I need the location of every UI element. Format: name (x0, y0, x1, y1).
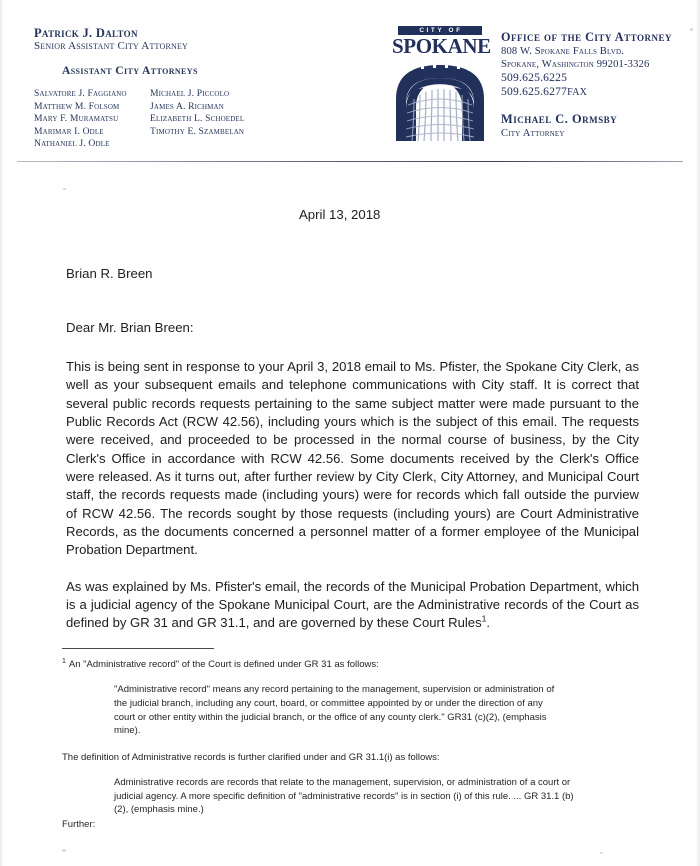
letter-paragraph-2-end: . (486, 615, 491, 631)
office-fax (501, 85, 691, 100)
office-fax-number: 509.625.6277 (501, 85, 568, 98)
letter-paragraph-1: This is being sent in response to your April 3, 2018 email to Ms. Pfister, the Spokane City Clerk, as well as your subsequent emails and telephone communications with City staff. It is correct that several public records requests pertaining to the same subject matter were made pursuant to the Public Records Act (RCW 42.56), including yours which is the subject of this email. The requests were received, and proceeded to be processed in the normal course of business, by the City Clerk's Office in accordance with RCW 42.56. Some documents received by the Clerk's Office were released. As it turns out, after further review by City Clerk, City Attorney, and Municipal Court staff, the records requests made (including yours) were for records which fall outside the purview of RCW 42.56. The records sought by those requests (including yours) are Court Administrative Records, as the documents concerned a personnel matter of a former employee of the Municipal Probation Department. (66, 359, 639, 558)
footnote-lead-text: An "Administrative record" of the Court is defined under GR 31 as follows: (68, 659, 379, 670)
attorney-name: Nathaniel J. Odle (34, 138, 110, 150)
footnote-divider (62, 648, 214, 649)
attorney-name: Timothy E. Szambelan (150, 125, 245, 137)
footnote-middle-line: The definition of Administrative records is further clarified under and GR 31.1(i) as follows: (62, 751, 440, 763)
assistant-attorneys-column-1 (34, 88, 150, 151)
office-address-line-2: Spokane, Washington 99201-3326 (501, 59, 650, 71)
footnote-reference-marker: 1 (481, 614, 487, 625)
attorney-name: Michael J. Piccolo (150, 88, 230, 99)
attorney-name: Matthew M. Folsom (34, 100, 120, 112)
office-phone: 509.625.6225 (501, 71, 568, 85)
footnote-further-label: Further: (62, 818, 96, 830)
city-of-spokane-logo (392, 26, 491, 144)
office-name: Office of the City Attorney (501, 30, 672, 44)
letterhead-divider (17, 161, 683, 162)
assistant-attorneys-columns (34, 88, 334, 151)
attorney-name: James A. Richman (150, 100, 224, 112)
city-attorney-title: City Attorney (501, 127, 565, 139)
office-fax-label: FAX (567, 87, 588, 98)
letter-body (66, 358, 639, 633)
footnote-block (62, 658, 640, 831)
senior-attorney-title: Senior Assistant City Attorney (34, 40, 189, 52)
footnote-quote-gr31: "Administrative record" means any record pertaining to the management, supervision or administration of the judicial branch, including any court, board, or committee appointed by or under the direction of any court or other entity within the judicial branch, or the office of any county clerk." GR31 (c)(2), (emphasis mine). (114, 684, 555, 737)
scan-speck (62, 849, 66, 852)
assistant-attorneys-column-2 (150, 88, 320, 151)
scan-speck (600, 852, 603, 854)
footnote-marker: 1 (62, 657, 66, 665)
office-contact-block (501, 30, 691, 140)
city-attorney-name: Michael C. Ormsby (501, 111, 618, 126)
letter-date: April 13, 2018 (299, 207, 381, 222)
office-address-line-1: 808 W. Spokane Falls Blvd. (501, 46, 624, 57)
assistant-attorneys-heading: Assistant City Attorneys (62, 65, 198, 77)
spokane-falls-dam-icon (392, 59, 488, 141)
scan-speck (63, 188, 66, 190)
senior-attorney-name: Patrick J. Dalton (34, 26, 138, 40)
logo-city-of-text: CITY OF (398, 26, 482, 35)
attorney-name: Marimar I. Odle (34, 125, 104, 137)
footnote-lead-line (62, 658, 640, 671)
letter-recipient: Brian R. Breen (66, 266, 153, 281)
attorney-name: Elizabeth L. Schoedel (150, 113, 245, 125)
attorney-name: Salvatore J. Faggiano (34, 88, 127, 99)
logo-spokane-text: SPOKANE (392, 34, 491, 58)
letter-paragraph-2-text: As was explained by Ms. Pfister's email, the records of the Municipal Probation Department, which is a judicial agency of the Spokane Municipal Court, are the Administrative records of the Court as defined by GR 31 and GR 31.1, and are governed by these Court Rules (66, 578, 639, 631)
letterhead-attorney-block (34, 26, 334, 151)
letter-paragraph-2 (66, 578, 639, 633)
footnote-quote-gr311: Administrative records are records that relate to the management, supervision, or administration of a court or judicial agency. A more specific definition of "administrative records" is in section (i) of this rule. ... GR 31.1 (b)(2), (emphasis mine.) (114, 777, 574, 816)
letter-salutation: Dear Mr. Brian Breen: (66, 320, 194, 335)
attorney-name: Mary F. Muramatsu (34, 113, 119, 125)
letterhead (0, 0, 700, 170)
